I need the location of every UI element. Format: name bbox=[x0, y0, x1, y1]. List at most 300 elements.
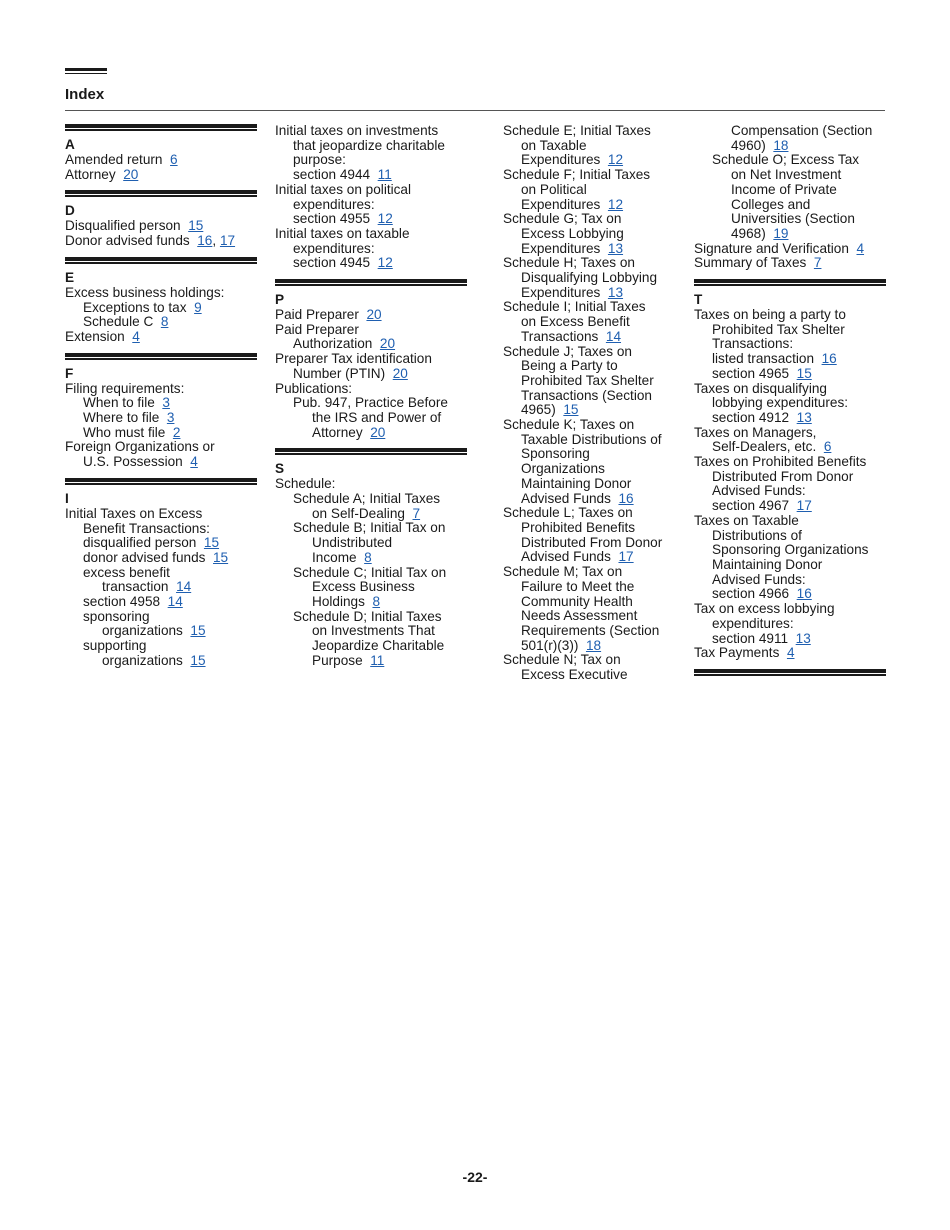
page-link[interactable]: 20 bbox=[370, 424, 386, 440]
section-letter: D bbox=[65, 203, 75, 219]
section-divider bbox=[65, 353, 257, 360]
entry-text: Distributed From Donor bbox=[521, 534, 663, 550]
entry-text: section 4958 bbox=[83, 594, 161, 610]
page-link[interactable]: 14 bbox=[167, 594, 183, 610]
entry-text: Schedule M; Tax on bbox=[503, 564, 623, 580]
page-link[interactable]: 14 bbox=[605, 328, 622, 344]
page-number: -22- bbox=[462, 1169, 488, 1185]
entry-text: Maintaining Donor bbox=[521, 475, 632, 491]
entry-text: section 4955 bbox=[293, 211, 371, 227]
entry-text: Prohibited Tax Shelter bbox=[712, 321, 845, 337]
entry-text: Schedule I; Initial Taxes bbox=[503, 299, 646, 315]
page-link[interactable]: 15 bbox=[213, 549, 229, 565]
section-header bbox=[65, 353, 257, 381]
page-link[interactable]: 17 bbox=[796, 498, 812, 514]
entry-text: on Taxable bbox=[521, 137, 587, 153]
entry-text: Requirements (Section bbox=[521, 622, 660, 638]
entry-text: Taxes on being a party to bbox=[694, 307, 846, 323]
entry-text: Pub. 947, Practice Before bbox=[293, 395, 448, 411]
index-entry bbox=[694, 602, 886, 617]
section-divider bbox=[275, 279, 467, 286]
index-entry bbox=[694, 470, 886, 485]
section-divider bbox=[65, 124, 257, 131]
entry-text: Income of Private bbox=[731, 181, 837, 197]
index-entry bbox=[65, 595, 257, 610]
entry-text: Community Health bbox=[521, 593, 633, 609]
entry-text: Schedule L; Taxes on bbox=[503, 505, 633, 521]
entry-text: Taxes on Taxable bbox=[694, 512, 799, 528]
index-entry bbox=[65, 551, 257, 566]
entry-text: Advised Funds bbox=[521, 490, 611, 506]
index-entry bbox=[503, 521, 681, 536]
index-entry bbox=[503, 565, 681, 580]
page-link[interactable]: 12 bbox=[607, 196, 624, 212]
section-header bbox=[65, 257, 257, 285]
page-link[interactable]: 3 bbox=[166, 410, 175, 426]
entry-text: Initial taxes on taxable bbox=[275, 225, 410, 241]
index-entry bbox=[694, 484, 886, 499]
section-header bbox=[694, 279, 886, 307]
index-entry bbox=[503, 668, 681, 683]
entry-text: Excess Business bbox=[312, 579, 415, 595]
entry-text: Exceptions to tax bbox=[83, 299, 187, 315]
entry-text: expenditures: bbox=[293, 240, 375, 256]
entry-text: Colleges and bbox=[731, 196, 811, 212]
index-entry bbox=[275, 396, 467, 411]
entry-text: on Self-Dealing bbox=[312, 505, 405, 521]
section-header bbox=[694, 669, 886, 676]
index-entry bbox=[503, 447, 681, 462]
entry-text: Distributions of bbox=[712, 527, 802, 543]
entry-text: Transactions (Section bbox=[521, 387, 652, 403]
page-link[interactable]: 15 bbox=[563, 402, 579, 418]
entry-text: that jeopardize charitable bbox=[293, 137, 445, 153]
section-letter: T bbox=[694, 292, 703, 308]
page-link[interactable]: 4 bbox=[190, 454, 198, 470]
index-entry bbox=[275, 595, 467, 610]
entry-text: on Investments That bbox=[312, 623, 435, 639]
entry-text: Number (PTIN) bbox=[293, 365, 386, 381]
page-link[interactable]: 12 bbox=[377, 255, 393, 271]
entry-text: Schedule C; Initial Tax on bbox=[293, 564, 447, 580]
page-link[interactable]: 12 bbox=[377, 211, 393, 227]
entry-text: Tax on excess lobbying bbox=[694, 601, 835, 617]
index-entry bbox=[275, 183, 467, 198]
page-link[interactable]: 20 bbox=[392, 365, 408, 381]
page-link[interactable]: 8 bbox=[372, 593, 381, 609]
index-entry bbox=[503, 227, 681, 242]
index-entry bbox=[503, 256, 681, 271]
entry-text: sponsoring bbox=[83, 608, 150, 624]
page-link[interactable]: 18 bbox=[585, 637, 602, 653]
page-link[interactable]: 13 bbox=[795, 630, 811, 646]
page-link[interactable]: 7 bbox=[813, 255, 822, 271]
entry-text: Paid Preparer bbox=[275, 321, 359, 337]
index-entry bbox=[65, 330, 257, 345]
index-entry bbox=[694, 529, 886, 544]
index-entry bbox=[65, 382, 257, 397]
page-link[interactable]: 17 bbox=[618, 549, 634, 565]
index-entry bbox=[65, 455, 257, 470]
index-entry bbox=[503, 492, 681, 507]
section-divider bbox=[65, 257, 257, 264]
section-divider bbox=[65, 190, 257, 197]
page-link[interactable]: 3 bbox=[162, 395, 170, 411]
index-entry bbox=[275, 624, 467, 639]
entry-text: Attorney bbox=[312, 424, 363, 440]
index-entry bbox=[694, 617, 886, 632]
entry-text: lobbying expenditures: bbox=[712, 395, 849, 411]
entry-text: on Political bbox=[521, 181, 587, 197]
entry-text: Donor advised funds bbox=[65, 233, 190, 249]
page-link[interactable]: 11 bbox=[377, 167, 392, 183]
page-link[interactable]: 13 bbox=[607, 284, 624, 300]
page-link[interactable]: 15 bbox=[203, 535, 220, 551]
index-entry bbox=[694, 212, 886, 227]
page-link[interactable]: 17 bbox=[219, 233, 236, 249]
index-entry bbox=[694, 183, 886, 198]
entry-text: Initial taxes on investments bbox=[275, 123, 439, 138]
entry-text: Holdings bbox=[312, 593, 365, 609]
index-entry bbox=[275, 227, 467, 242]
section-letter: E bbox=[65, 269, 75, 285]
index-entry bbox=[503, 139, 681, 154]
section-letter: I bbox=[65, 490, 69, 506]
entry-text: Schedule: bbox=[275, 476, 336, 492]
index-entry bbox=[275, 198, 467, 213]
index-entry bbox=[694, 382, 886, 397]
page-link[interactable]: 12 bbox=[607, 152, 624, 168]
index-entry bbox=[65, 536, 257, 551]
entry-text: 501(r)(3)) bbox=[521, 637, 579, 653]
top-decorative-rule bbox=[65, 68, 107, 74]
entry-text: section 4965 bbox=[712, 365, 790, 381]
index-entry bbox=[65, 168, 257, 183]
index-entry bbox=[275, 492, 467, 507]
entry-text: Preparer Tax identification bbox=[275, 351, 432, 367]
page-link[interactable]: 19 bbox=[773, 225, 789, 241]
entry-text: Summary of Taxes bbox=[694, 255, 807, 271]
index-entry bbox=[503, 624, 681, 639]
index-entry bbox=[503, 639, 681, 654]
index-column-2 bbox=[275, 124, 467, 669]
entry-text: Attorney bbox=[65, 166, 116, 182]
index-entry bbox=[275, 153, 467, 168]
index-entry bbox=[503, 506, 681, 521]
index-column-4 bbox=[694, 124, 886, 682]
page-link[interactable]: 6 bbox=[823, 439, 832, 455]
index-entry bbox=[503, 403, 681, 418]
entry-text: Jeopardize Charitable bbox=[312, 638, 445, 654]
entry-text: Universities (Section bbox=[731, 211, 855, 227]
entry-text: section 4912 bbox=[712, 409, 790, 425]
entry-text: Schedule K; Taxes on bbox=[503, 417, 635, 433]
entry-text: Schedule F; Initial Taxes bbox=[503, 167, 651, 183]
index-entry bbox=[275, 426, 467, 441]
entry-text: Taxable Distributions of bbox=[521, 431, 662, 447]
index-entry bbox=[503, 462, 681, 477]
index-entry bbox=[503, 345, 681, 360]
page-link[interactable]: 4 bbox=[786, 645, 795, 661]
index-entry bbox=[503, 242, 681, 257]
index-entry bbox=[65, 440, 257, 455]
entry-text: Taxes on disqualifying bbox=[694, 380, 827, 396]
entry-text: U.S. Possession bbox=[83, 454, 183, 470]
entry-text: on Excess Benefit bbox=[521, 314, 630, 330]
index-entry bbox=[275, 367, 467, 382]
page-link[interactable]: 6 bbox=[170, 152, 178, 167]
index-entry bbox=[275, 610, 467, 625]
entry-text: Organizations bbox=[521, 461, 605, 477]
index-entry bbox=[65, 426, 257, 441]
index-column-3 bbox=[503, 124, 681, 683]
index-entry bbox=[694, 323, 886, 338]
index-entry bbox=[694, 198, 886, 213]
index-entry bbox=[694, 242, 886, 257]
entry-text: 4968) bbox=[731, 225, 766, 241]
title-divider bbox=[65, 110, 885, 111]
entry-text: Initial Taxes on Excess bbox=[65, 505, 203, 521]
index-entry bbox=[275, 536, 467, 551]
index-entry bbox=[275, 507, 467, 522]
index-entry bbox=[65, 507, 257, 522]
index-entry bbox=[694, 543, 886, 558]
index-entry bbox=[65, 654, 257, 669]
index-entry bbox=[503, 183, 681, 198]
entry-text: Schedule E; Initial Taxes bbox=[503, 123, 651, 138]
entry-text: Advised Funds bbox=[521, 549, 611, 565]
index-entry bbox=[694, 308, 886, 323]
section-divider bbox=[694, 669, 886, 676]
entry-text: Undistributed bbox=[312, 535, 393, 551]
index-entry bbox=[503, 198, 681, 213]
page-link[interactable]: 8 bbox=[160, 314, 169, 330]
index-entry bbox=[694, 455, 886, 470]
index-entry bbox=[65, 396, 257, 411]
entry-text: Schedule A; Initial Taxes bbox=[293, 491, 441, 507]
entry-text: Maintaining Donor bbox=[712, 556, 823, 572]
index-entry bbox=[694, 367, 886, 382]
entry-text: Schedule H; Taxes on bbox=[503, 255, 635, 271]
page-title: Index bbox=[65, 86, 105, 103]
index-entry bbox=[275, 124, 467, 139]
index-entry bbox=[694, 396, 886, 411]
index-entry bbox=[694, 337, 886, 352]
entry-text: Where to file bbox=[83, 410, 160, 426]
index-entry bbox=[503, 286, 681, 301]
index-entry bbox=[503, 433, 681, 448]
page-link[interactable]: 16 bbox=[796, 586, 812, 602]
page-link[interactable]: 16 bbox=[618, 490, 634, 506]
index-entry bbox=[65, 153, 257, 168]
index-entry bbox=[65, 639, 257, 654]
index-entry bbox=[503, 124, 681, 139]
entry-text: Disqualified person bbox=[65, 218, 181, 234]
index-entry bbox=[503, 418, 681, 433]
index-entry bbox=[275, 639, 467, 654]
entry-text: Purpose bbox=[312, 652, 363, 668]
index-entry bbox=[503, 389, 681, 404]
index-entry bbox=[65, 624, 257, 639]
entry-text: disqualified person bbox=[83, 535, 197, 551]
index-entry bbox=[694, 646, 886, 661]
index-entry bbox=[275, 521, 467, 536]
entry-text: supporting bbox=[83, 638, 147, 654]
index-entry bbox=[275, 580, 467, 595]
index-entry bbox=[694, 632, 886, 647]
index-entry bbox=[503, 374, 681, 389]
page-link[interactable]: 7 bbox=[412, 505, 421, 521]
entry-text: Taxes on Prohibited Benefits bbox=[694, 454, 867, 470]
index-entry bbox=[503, 300, 681, 315]
index-entry bbox=[694, 558, 886, 573]
index-entry bbox=[503, 536, 681, 551]
entry-text: Extension bbox=[65, 328, 125, 344]
entry-text: Excess business holdings: bbox=[65, 284, 225, 300]
index-entry bbox=[275, 168, 467, 183]
index-entry bbox=[503, 271, 681, 286]
index-entry bbox=[694, 587, 886, 602]
index-entry bbox=[503, 359, 681, 374]
index-entry bbox=[275, 352, 467, 367]
entry-text: purpose: bbox=[293, 152, 346, 168]
page-link[interactable]: 15 bbox=[190, 652, 206, 668]
index-entry bbox=[694, 514, 886, 529]
entry-text: Excess Executive bbox=[521, 667, 628, 683]
page-link[interactable]: 20 bbox=[379, 336, 396, 352]
page-link[interactable]: 15 bbox=[190, 623, 206, 639]
section-header bbox=[275, 279, 467, 307]
index-entry bbox=[65, 411, 257, 426]
entry-text: Failure to Meet the bbox=[521, 578, 635, 594]
entry-text: Expenditures bbox=[521, 152, 601, 168]
entry-text: Schedule O; Excess Tax bbox=[712, 152, 860, 168]
page-link[interactable]: 13 bbox=[607, 240, 624, 256]
entry-text: Compensation (Section bbox=[731, 123, 873, 138]
section-header bbox=[275, 448, 467, 476]
page-link[interactable]: 13 bbox=[796, 409, 812, 425]
entry-text: Excess Lobbying bbox=[521, 225, 624, 241]
entry-text: Schedule J; Taxes on bbox=[503, 343, 632, 359]
index-entry bbox=[275, 382, 467, 397]
entry-text: excess benefit bbox=[83, 564, 170, 580]
entry-text: Transactions bbox=[521, 328, 599, 344]
entry-text: Schedule N; Tax on bbox=[503, 652, 621, 668]
entry-text: Advised Funds: bbox=[712, 571, 806, 587]
entry-text: expenditures: bbox=[712, 615, 794, 631]
entry-text: Disqualifying Lobbying bbox=[521, 270, 658, 286]
index-entry bbox=[694, 440, 886, 455]
index-entry bbox=[503, 609, 681, 624]
entry-text: Self-Dealers, etc. bbox=[712, 439, 817, 455]
section-header bbox=[65, 478, 257, 506]
entry-text: Distributed From Donor bbox=[712, 468, 854, 484]
index-entry bbox=[694, 139, 886, 154]
section-letter: A bbox=[65, 137, 75, 152]
section-letter: P bbox=[275, 292, 285, 308]
page-link[interactable]: 11 bbox=[370, 652, 385, 668]
entry-text: Prohibited Tax Shelter bbox=[521, 372, 654, 388]
index-entry bbox=[275, 337, 467, 352]
entry-text: Expenditures bbox=[521, 284, 601, 300]
entry-text: transaction bbox=[102, 579, 169, 595]
section-divider bbox=[65, 478, 257, 485]
entry-text: Schedule D; Initial Taxes bbox=[293, 608, 442, 624]
index-entry bbox=[275, 256, 467, 271]
page-link[interactable]: 4 bbox=[132, 328, 140, 344]
entry-text: section 4945 bbox=[293, 255, 371, 271]
index-entry bbox=[694, 411, 886, 426]
index-entry bbox=[694, 426, 886, 441]
index-entry bbox=[694, 124, 886, 139]
entry-text: Needs Assessment bbox=[521, 608, 638, 624]
page-link[interactable]: 16 bbox=[821, 351, 837, 367]
page-link[interactable]: 2 bbox=[172, 424, 181, 440]
entry-text: Schedule G; Tax on bbox=[503, 211, 622, 227]
section-header bbox=[65, 190, 257, 218]
entry-text: expenditures: bbox=[293, 196, 375, 212]
index-entry bbox=[503, 153, 681, 168]
index-entry bbox=[275, 212, 467, 227]
index-entry bbox=[503, 168, 681, 183]
index-entry bbox=[65, 315, 257, 330]
page-link[interactable]: 15 bbox=[188, 218, 204, 234]
index-entry bbox=[694, 256, 886, 271]
entry-text: Prohibited Benefits bbox=[521, 519, 636, 535]
page-link[interactable]: 20 bbox=[123, 166, 139, 182]
index-entry bbox=[694, 499, 886, 514]
page-link[interactable]: 18 bbox=[773, 137, 789, 153]
entry-text: listed transaction bbox=[712, 351, 815, 367]
entry-text: Paid Preparer bbox=[275, 307, 359, 323]
index-entry bbox=[65, 566, 257, 581]
index-entry bbox=[65, 219, 257, 234]
entry-text: organizations bbox=[102, 623, 183, 639]
page-link[interactable]: 15 bbox=[796, 365, 812, 381]
index-entry bbox=[275, 242, 467, 257]
index-entry bbox=[275, 308, 467, 323]
entry-text: Authorization bbox=[293, 336, 373, 352]
entry-text: Amended return bbox=[65, 152, 163, 167]
entry-text: Schedule B; Initial Tax on bbox=[293, 520, 446, 536]
index-entry bbox=[65, 610, 257, 625]
index-entry bbox=[503, 212, 681, 227]
index-entry bbox=[503, 580, 681, 595]
index-entry bbox=[694, 352, 886, 367]
entry-text: section 4944 bbox=[293, 167, 371, 183]
page-link[interactable]: 20 bbox=[366, 307, 382, 323]
page-link[interactable]: 4 bbox=[856, 240, 865, 256]
page-link[interactable]: 16 bbox=[197, 233, 213, 249]
entry-text: Income bbox=[312, 549, 357, 565]
entry-text: Signature and Verification bbox=[694, 240, 849, 256]
index-entry bbox=[65, 580, 257, 595]
entry-text: Advised Funds: bbox=[712, 483, 806, 499]
entry-text: When to file bbox=[83, 395, 155, 411]
entry-text: Filing requirements: bbox=[65, 380, 185, 396]
entry-text: organizations bbox=[102, 652, 183, 668]
entry-text: Foreign Organizations or bbox=[65, 439, 215, 455]
entry-text: Expenditures bbox=[521, 240, 601, 256]
entry-text: Expenditures bbox=[521, 196, 601, 212]
entry-text: on Net Investment bbox=[731, 167, 842, 183]
index-entry bbox=[694, 153, 886, 168]
page-link[interactable]: 9 bbox=[194, 299, 202, 315]
page-link[interactable]: 14 bbox=[176, 579, 192, 595]
index-entry bbox=[694, 168, 886, 183]
page-link[interactable]: 8 bbox=[364, 549, 372, 565]
index-entry bbox=[275, 566, 467, 581]
